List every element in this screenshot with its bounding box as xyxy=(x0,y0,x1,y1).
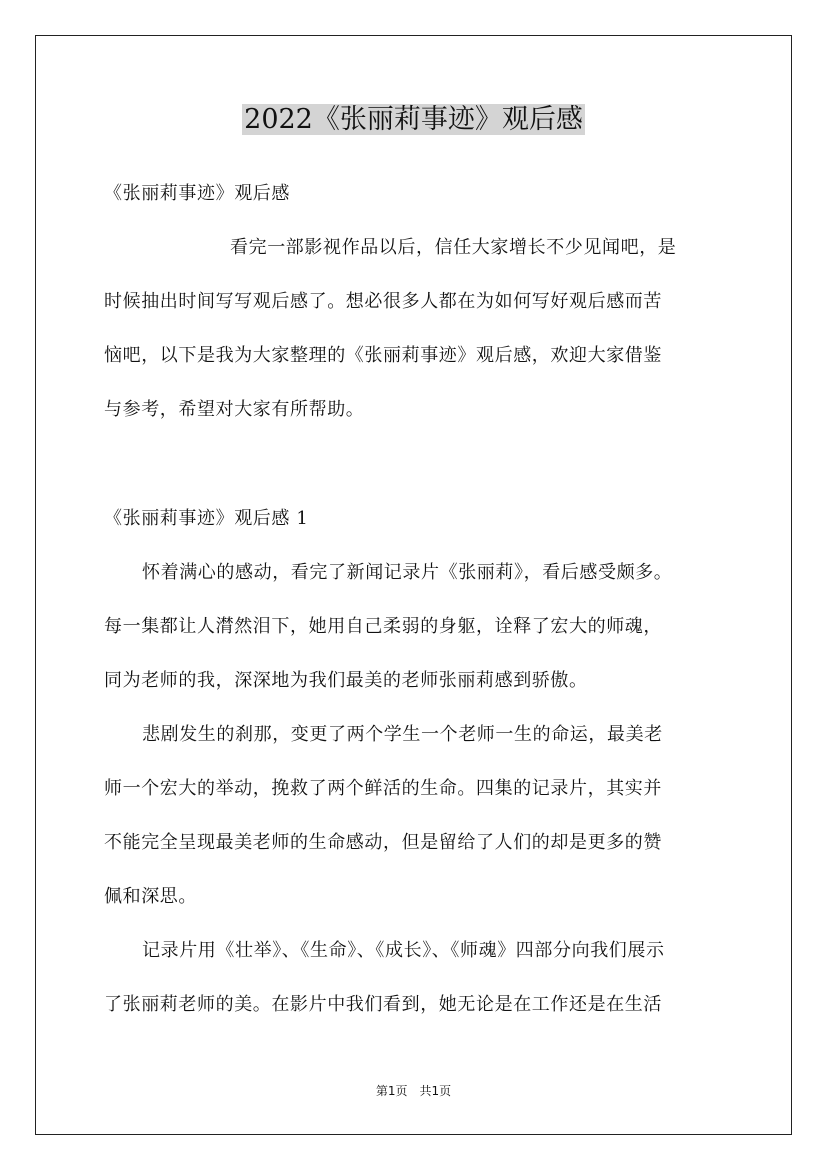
body-line-3: 同为老师的我，深深地为我们最美的老师张丽莉感到骄傲。 xyxy=(104,670,588,691)
intro-line-1: 看完一部影视作品以后，信任大家增长不少见闻吧，是 xyxy=(230,237,677,258)
intro-line-2: 时候抽出时间写写观后感了。想必很多人都在为如何写好观后感而苦 xyxy=(104,291,662,312)
body-line-6: 不能完全呈现最美老师的生命感动，但是留给了人们的却是更多的赞 xyxy=(104,832,662,853)
document-title-text: 2022《张丽莉事迹》观后感 xyxy=(244,104,583,135)
intro-line-4: 与参考，希望对大家有所帮助。 xyxy=(104,399,365,420)
footer-total-label: 共1页 xyxy=(419,1084,452,1098)
body-line-7: 佩和深思。 xyxy=(104,886,197,907)
body-line-5: 师一个宏大的举动，挽救了两个鲜活的生命。四集的记录片，其实并 xyxy=(104,778,662,799)
intro-line-3: 恼吧，以下是我为大家整理的《张丽莉事迹》观后感，欢迎大家借鉴 xyxy=(104,345,662,366)
body-line-2: 每一集都让人潸然泪下，她用自己柔弱的身躯，诠释了宏大的师魂， xyxy=(104,616,662,637)
body-line-9: 了张丽莉老师的美。在影片中我们看到，她无论是在工作还是在生活 xyxy=(104,994,662,1015)
body-line-1: 怀着满心的感动，看完了新闻记录片《张丽莉》，看后感受颇多。 xyxy=(142,562,673,583)
footer-page-label: 第1页 xyxy=(375,1084,408,1098)
body-line-4: 悲剧发生的刹那，变更了两个学生一个老师一生的命运，最美老 xyxy=(142,724,663,745)
document-title xyxy=(0,100,827,140)
document-subtitle: 《张丽莉事迹》观后感 xyxy=(104,183,290,204)
body-line-8: 记录片用《壮举》、《生命》、《成长》、《师魂》四部分向我们展示 xyxy=(142,940,665,961)
page-footer xyxy=(0,1082,827,1100)
section-heading: 《张丽莉事迹》观后感 1 xyxy=(104,508,309,529)
